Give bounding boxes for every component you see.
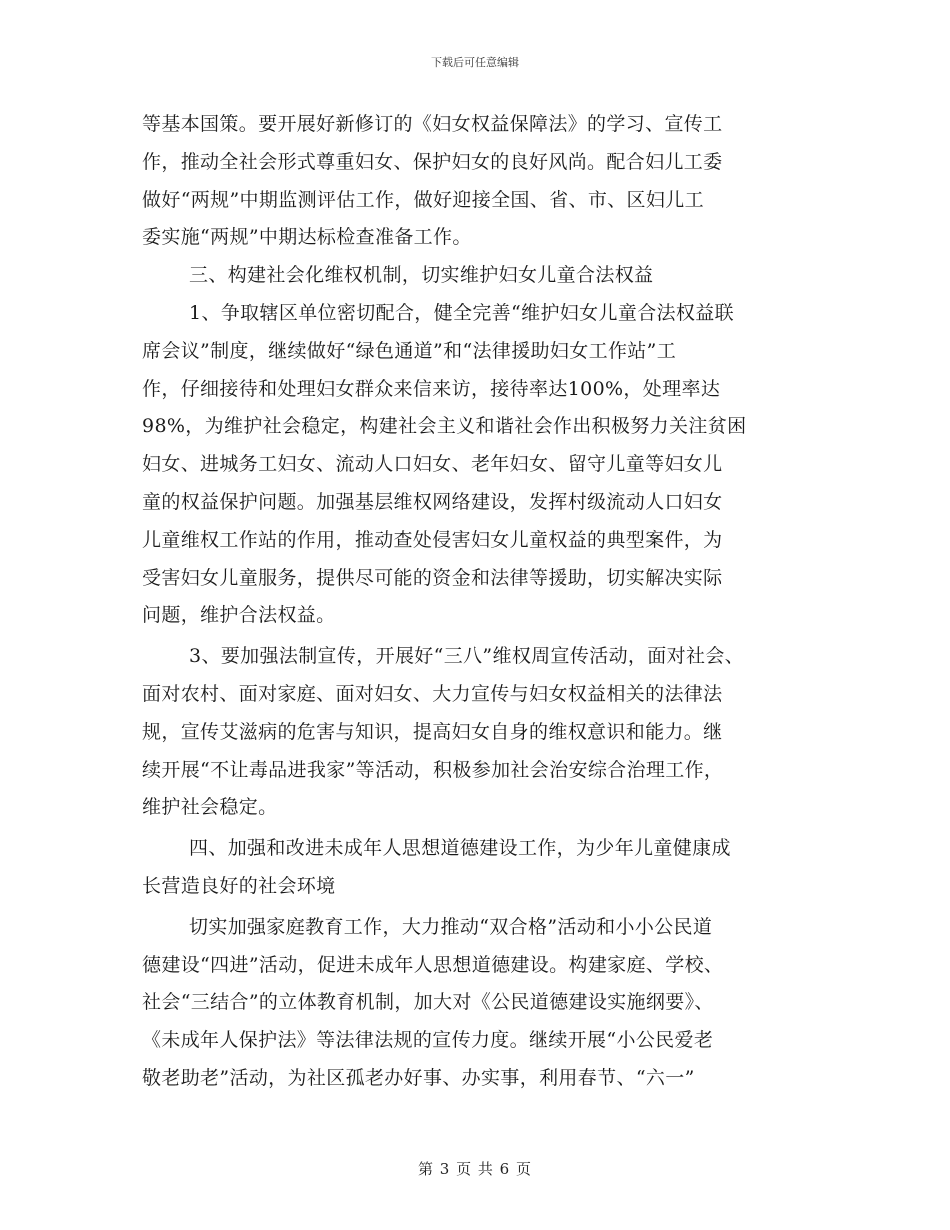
text-line: 问题，维护合法权益。 [142, 604, 336, 627]
text-line: 98%，为维护社会稳定，构建社会主义和谐社会作出积极努力关注贫困 [142, 415, 747, 438]
text-line: 做好“两规”中期监测评估工作，做好迎接全国、省、市、区妇儿工 [142, 188, 704, 211]
text-line: 儿童维权工作站的作用，推动查处侵害妇女儿童权益的典型案件，为 [142, 528, 723, 551]
text-line: 德建设“四进”活动，促进未成年人思想道德建设。构建家庭、学校、 [142, 953, 724, 976]
page-header: 下载后可任意编辑 [431, 56, 519, 69]
text-line: 维护社会稳定。 [142, 796, 278, 819]
section-heading: 四、加强和改进未成年人思想道德建设工作，为少年儿童健康成 [189, 837, 731, 860]
text-line: 续开展“不让毒品进我家”等活动，积极参加社会治安综合治理工作， [142, 758, 724, 781]
text-line: 《未成年人保护法》等法律法规的宣传力度。继续开展“小公民爱老 [142, 1029, 714, 1052]
text-line: 受害妇女儿童服务，提供尽可能的资金和法律等援助，切实解决实际 [142, 566, 723, 589]
text-line: 敬老助老”活动，为社区孤老办好事、办实事，利用春节、“六一” [142, 1066, 695, 1089]
text-line: 规，宣传艾滋病的危害与知识，提高妇女自身的维权意识和能力。继 [142, 720, 723, 743]
text-line: 席会议”制度，继续做好“绿色通道”和“法律援助妇女工作站”工 [142, 339, 677, 362]
document-body [142, 106, 832, 1098]
text-line: 作，推动全社会形式尊重妇女、保护妇女的良好风尚。配合妇儿工委 [142, 150, 723, 173]
section-heading: 长营造良好的社会环境 [142, 874, 336, 897]
text-line: 童的权益保护问题。加强基层维权网络建设，发挥村级流动人口妇女 [142, 490, 723, 513]
text-line: 等基本国策。要开展好新修订的《妇女权益保障法》的学习、宣传工 [142, 113, 723, 135]
text-line: 作，仔细接待和处理妇女群众来信来访，接待率达100%，处理率达 [142, 377, 721, 400]
text-line: 委实施“两规”中期达标检查准备工作。 [142, 226, 472, 249]
section-heading: 三、构建社会化维权机制，切实维护妇女儿童合法权益 [189, 264, 654, 287]
text-line: 社会“三结合”的立体教育机制，加大对《公民道德建设实施纲要》、 [142, 991, 714, 1014]
page-number: 第 3 页 共 6 页 [418, 1160, 532, 1178]
text-line: 3、要加强法制宣传，开展好“三八”维权周宣传活动，面对社会、 [189, 645, 745, 668]
text-line: 面对农村、面对家庭、面对妇女、大力宣传与妇女权益相关的法律法 [142, 682, 723, 705]
text-line: 妇女、进城务工妇女、流动人口妇女、老年妇女、留守儿童等妇女儿 [142, 453, 723, 476]
text-line: 切实加强家庭教育工作，大力推动“双合格”活动和小小公民道 [189, 915, 713, 938]
text-line: 1、争取辖区单位密切配合，健全完善“维护妇女儿童合法权益联 [189, 301, 734, 324]
